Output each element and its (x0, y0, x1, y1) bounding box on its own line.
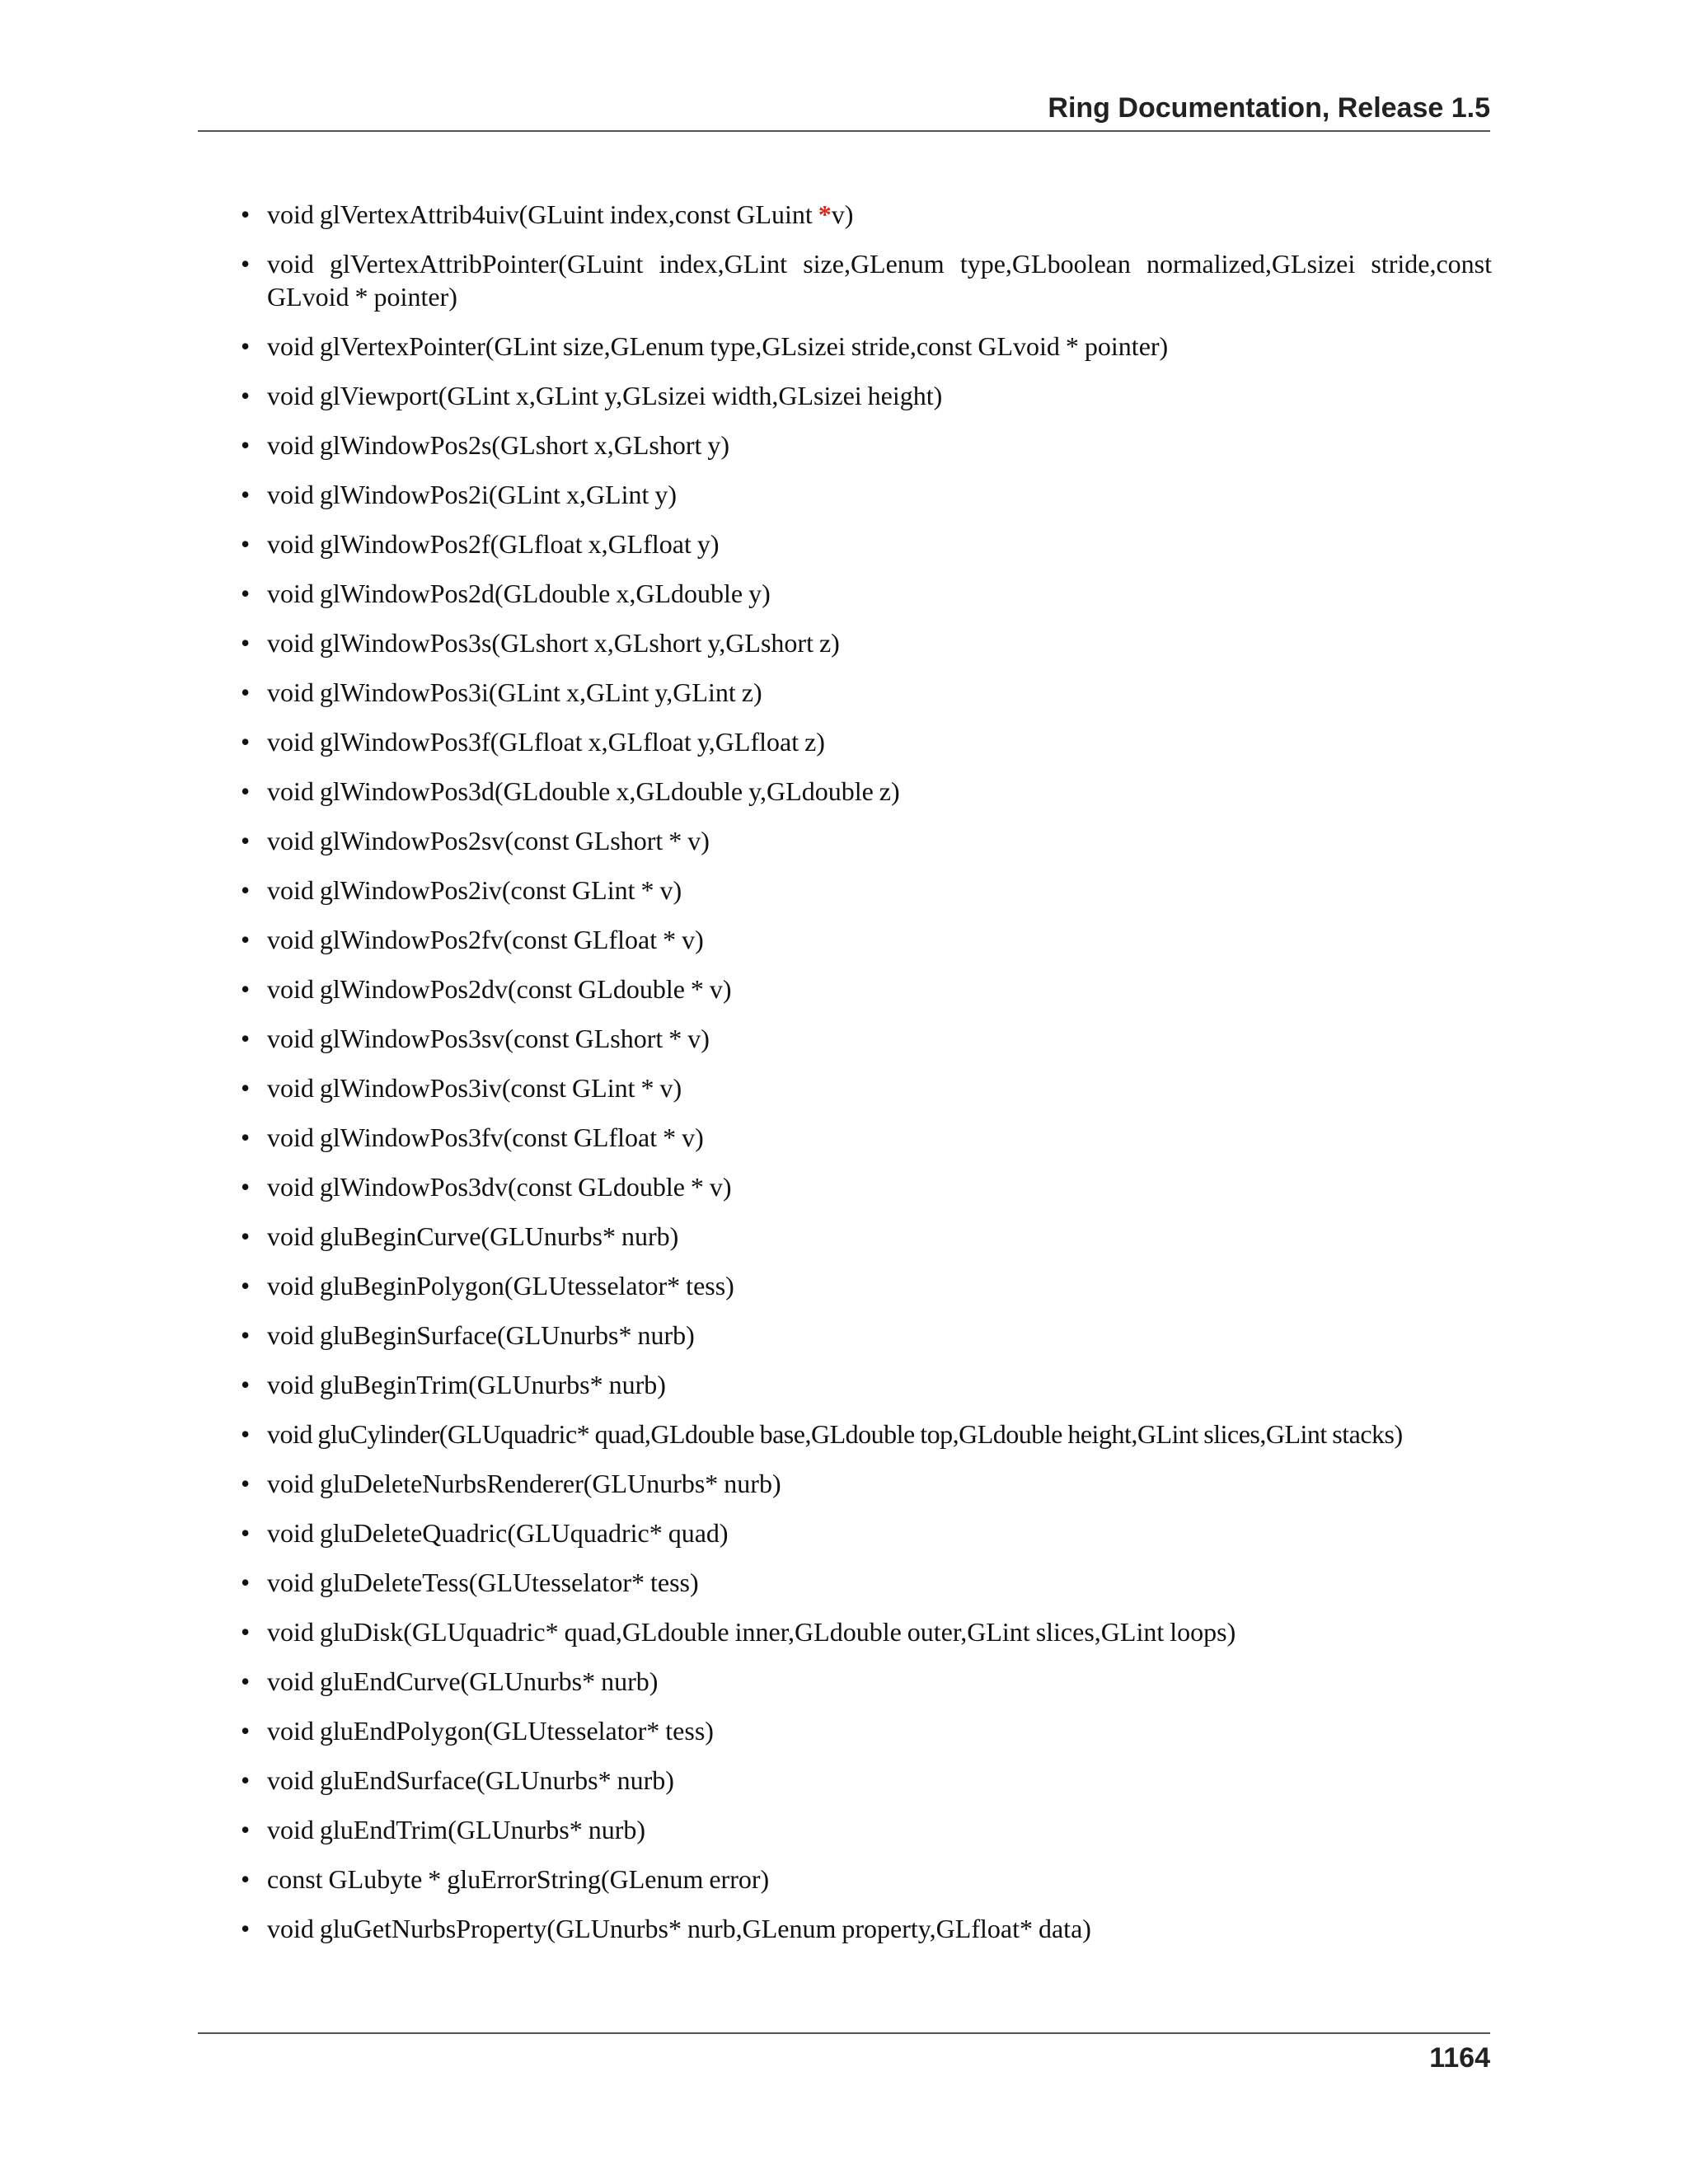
list-item (241, 972, 1492, 1005)
function-signature: void glVertexPointer(GLint size,GLenum type,GLsizei stride,const GLvoid * pointer) (267, 331, 1169, 361)
function-signature: void glViewport(GLint x,GLint y,GLsizei width,GLsizei height) (267, 381, 943, 410)
function-signature: void glWindowPos3fv(const GLfloat * v) (267, 1122, 704, 1152)
list-item (241, 1022, 1492, 1055)
list-item (241, 1170, 1492, 1203)
bullet: • (241, 199, 251, 229)
list-item (241, 1516, 1492, 1549)
function-signature: void glWindowPos2i(GLint x,GLint y) (267, 480, 678, 509)
function-signature: void glWindowPos2f(GLfloat x,GLfloat y) (267, 529, 720, 559)
list-item (241, 1863, 1492, 1896)
function-signature: void glWindowPos3i(GLint x,GLint y,GLint z) (267, 677, 762, 707)
list-item (241, 1813, 1492, 1846)
bullet: • (241, 776, 251, 806)
bullet: • (241, 1271, 251, 1301)
bullet: • (241, 579, 251, 608)
bullet: • (241, 826, 251, 855)
function-signature: void gluEndPolygon(GLUtesselator* tess) (267, 1716, 714, 1746)
bullet: • (241, 249, 251, 279)
list-item (241, 1368, 1492, 1401)
list-item (241, 1566, 1492, 1599)
bullet: • (241, 1568, 251, 1597)
function-signature: void glWindowPos3s(GLshort x,GLshort y,GLshort z) (267, 628, 840, 658)
function-signature: void glWindowPos2fv(const GLfloat * v) (267, 925, 704, 954)
bullet: • (241, 875, 251, 905)
function-signature: void gluDeleteNurbsRenderer(GLUnurbs* nurb) (267, 1469, 781, 1498)
function-signature: void glWindowPos3d(GLdouble x,GLdouble y,GLdouble z) (267, 776, 900, 806)
bullet: • (241, 1122, 251, 1152)
footer-divider (198, 2032, 1490, 2034)
bullet: • (241, 480, 251, 509)
header-divider (198, 130, 1490, 132)
list-item (241, 923, 1492, 956)
bullet: • (241, 430, 251, 460)
bullet: • (241, 1716, 251, 1746)
bullet: • (241, 529, 251, 559)
list-item (241, 527, 1492, 560)
list-item (241, 1615, 1492, 1648)
function-signature: void glWindowPos2d(GLdouble x,GLdouble y) (267, 579, 771, 608)
function-list (241, 198, 1492, 1961)
list-item (241, 1121, 1492, 1154)
list-item (241, 1665, 1492, 1698)
bullet: • (241, 1172, 251, 1202)
function-signature: void gluBeginPolygon(GLUtesselator* tess) (267, 1271, 734, 1301)
function-signature: void gluEndCurve(GLUnurbs* nurb) (267, 1666, 659, 1696)
function-signature: void gluGetNurbsProperty(GLUnurbs* nurb,GLenum property,GLfloat* data) (267, 1914, 1091, 1943)
bullet: • (241, 1024, 251, 1053)
bullet: • (241, 974, 251, 1004)
function-signature: void gluDeleteTess(GLUtesselator* tess) (267, 1568, 699, 1597)
bullet: • (241, 925, 251, 954)
list-item (241, 379, 1492, 412)
list-item (241, 775, 1492, 808)
bullet: • (241, 1320, 251, 1350)
bullet: • (241, 1073, 251, 1103)
function-signature: void glWindowPos2s(GLshort x,GLshort y) (267, 430, 730, 460)
bullet: • (241, 1765, 251, 1795)
highlighted-asterisk: * (818, 199, 832, 229)
list-item (241, 1418, 1492, 1451)
bullet: • (241, 1370, 251, 1399)
function-signature: void gluBeginCurve(GLUnurbs* nurb) (267, 1221, 679, 1251)
function-signature: void glVertexAttribPointer(GLuint index,GLint size,GLenum type,GLboolean normalized,GLsizei stride,const GLvoid * pointer) (267, 249, 1492, 312)
function-signature: void gluCylinder(GLUquadric* quad,GLdouble base,GLdouble top,GLdouble height,GLint slices,GLint stacks) (267, 1419, 1403, 1449)
bullet: • (241, 1914, 251, 1943)
list-item (241, 725, 1492, 758)
bullet: • (241, 331, 251, 361)
list-item (241, 824, 1492, 857)
list-item (241, 1714, 1492, 1747)
list-item (241, 1220, 1492, 1253)
function-signature: void gluEndTrim(GLUnurbs* nurb) (267, 1815, 646, 1844)
list-item (241, 1269, 1492, 1302)
function-signature: void gluDisk(GLUquadric* quad,GLdouble inner,GLdouble outer,GLint slices,GLint loops) (267, 1617, 1236, 1647)
page-number: 1164 (1429, 2042, 1490, 2074)
function-signature: const GLubyte * gluErrorString(GLenum error) (267, 1864, 770, 1894)
list-item (241, 1071, 1492, 1104)
function-signature: void glWindowPos3dv(const GLdouble * v) (267, 1172, 732, 1202)
list-item (241, 874, 1492, 907)
bullet: • (241, 628, 251, 658)
bullet: • (241, 1617, 251, 1647)
list-item (241, 478, 1492, 511)
function-signature: void glWindowPos3iv(const GLint * v) (267, 1073, 682, 1103)
function-signature: void glWindowPos3sv(const GLshort * v) (267, 1024, 710, 1053)
bullet: • (241, 1815, 251, 1844)
bullet: • (241, 1864, 251, 1894)
bullet: • (241, 727, 251, 757)
function-signature: void gluBeginSurface(GLUnurbs* nurb) (267, 1320, 695, 1350)
list-item (241, 330, 1492, 363)
list-item (241, 626, 1492, 659)
bullet: • (241, 1221, 251, 1251)
function-signature-part: v) (831, 199, 854, 229)
list-item (241, 1319, 1492, 1352)
function-signature: void gluDeleteQuadric(GLUquadric* quad) (267, 1518, 729, 1548)
list-item (241, 577, 1492, 610)
list-item (241, 198, 1492, 231)
bullet: • (241, 1469, 251, 1498)
list-item (241, 676, 1492, 709)
function-signature: void gluBeginTrim(GLUnurbs* nurb) (267, 1370, 666, 1399)
list-item (241, 1912, 1492, 1945)
list-item (241, 247, 1492, 313)
function-signature: void glWindowPos2dv(const GLdouble * v) (267, 974, 732, 1004)
bullet: • (241, 1666, 251, 1696)
function-signature: void glWindowPos3f(GLfloat x,GLfloat y,GLfloat z) (267, 727, 825, 757)
bullet: • (241, 1419, 250, 1449)
function-signature: void glWindowPos2sv(const GLshort * v) (267, 826, 710, 855)
list-item (241, 1764, 1492, 1797)
page-header-title: Ring Documentation, Release 1.5 (1048, 92, 1490, 124)
function-signature-part: void glVertexAttrib4uiv(GLuint index,const GLuint (267, 199, 818, 229)
list-item (241, 1467, 1492, 1500)
bullet: • (241, 677, 251, 707)
bullet: • (241, 1518, 251, 1548)
function-signature: void glWindowPos2iv(const GLint * v) (267, 875, 682, 905)
bullet: • (241, 381, 251, 410)
function-signature: void gluEndSurface(GLUnurbs* nurb) (267, 1765, 674, 1795)
list-item (241, 429, 1492, 462)
